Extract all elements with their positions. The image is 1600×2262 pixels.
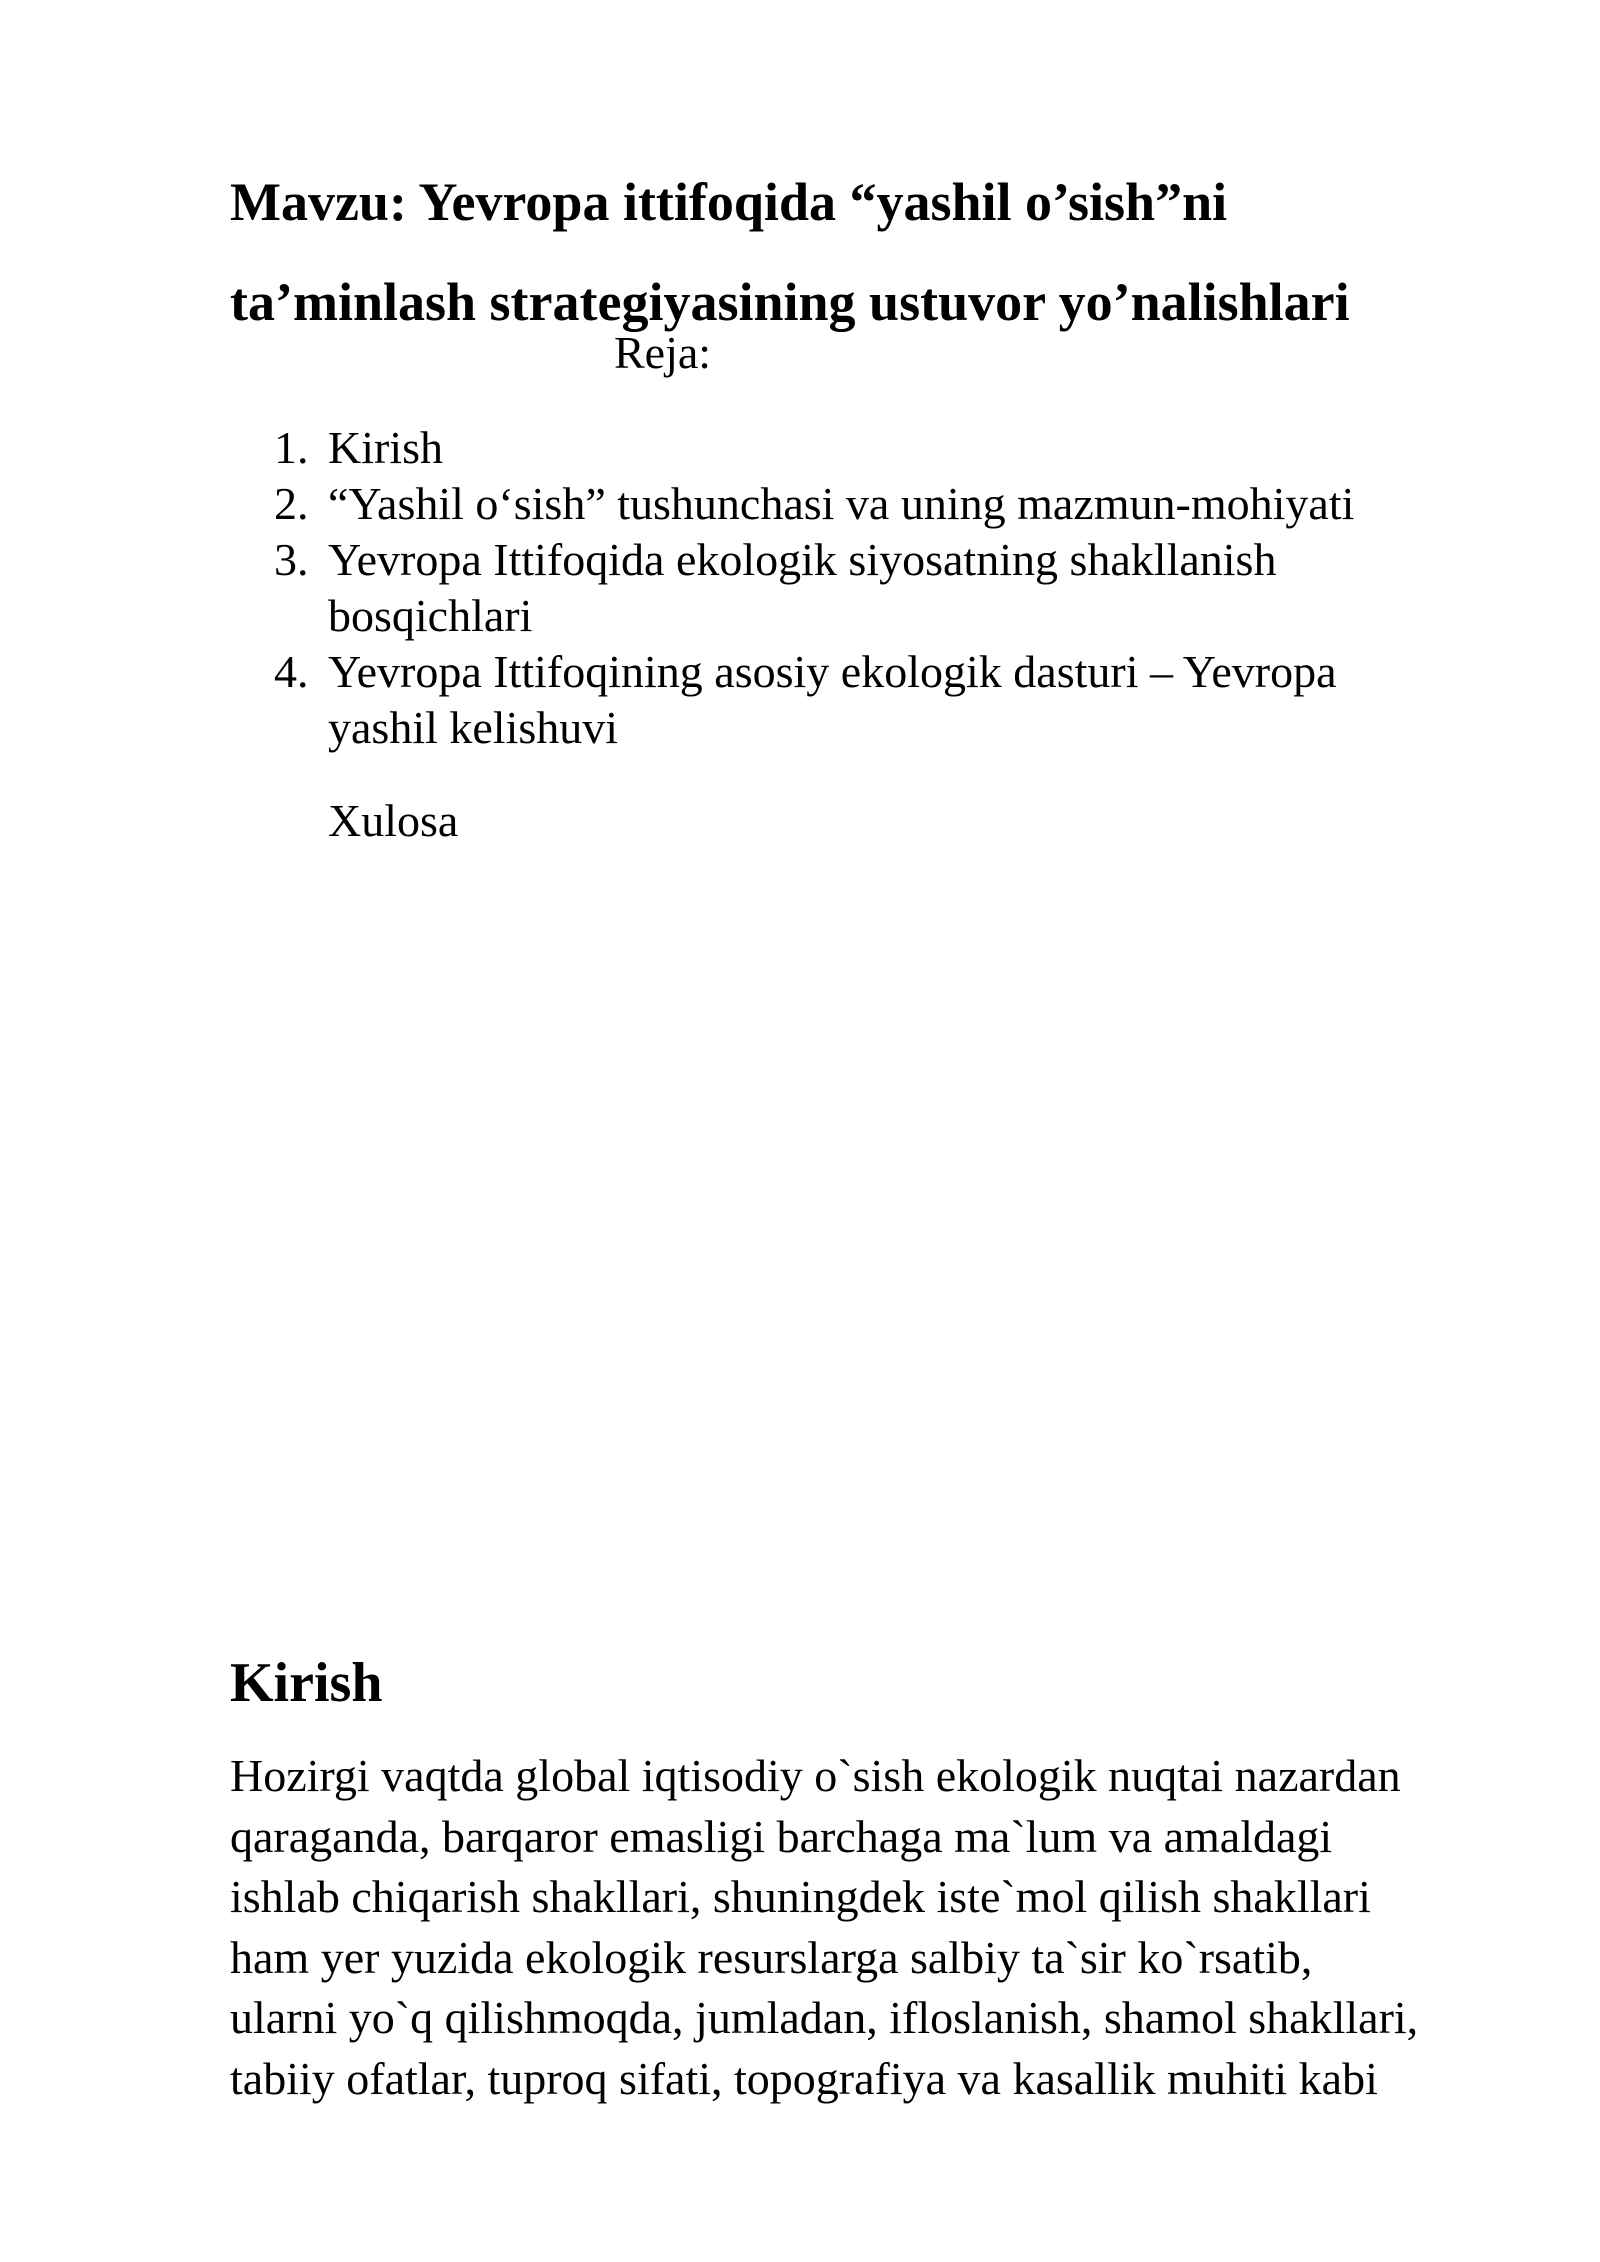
plan-item bbox=[230, 532, 1480, 644]
plan-item bbox=[230, 476, 1480, 532]
plan-item-text: yashil kelishuvi bbox=[328, 702, 619, 753]
plan-item-text: Kirish bbox=[328, 422, 443, 473]
plan-item-number: 2. bbox=[274, 478, 309, 529]
document-title bbox=[230, 152, 1530, 352]
plan-item bbox=[230, 644, 1480, 756]
plan-item-number: 3. bbox=[274, 534, 309, 585]
title-line: Mavzu: Yevropa ittifoqida “yashil o’sish”ni bbox=[230, 172, 1228, 232]
title-line: ta’minlash strategiyasining ustuvor yo’nalishlari bbox=[230, 272, 1350, 332]
paragraph-line: ishlab chiqarish shakllari, shuningdek iste`mol qilish shakllari bbox=[230, 1871, 1371, 1922]
plan-item-text: “Yashil o‘sish” tushunchasi va uning mazmun-mohiyati bbox=[328, 478, 1355, 529]
paragraph-line: ularni yo`q qilishmoqda, jumladan, ifloslanish, shamol shakllari, bbox=[230, 1992, 1419, 2043]
plan-item-text: Yevropa Ittifoqida ekologik siyosatning shakllanish bbox=[328, 534, 1277, 585]
plan-item-text: bosqichlari bbox=[328, 590, 533, 641]
paragraph-line: ham yer yuzida ekologik resurslarga salbiy ta`sir ko`rsatib, bbox=[230, 1931, 1313, 1983]
plan-item bbox=[230, 420, 1480, 476]
plan-item-number: 1. bbox=[274, 422, 309, 473]
conclusion-label: Xulosa bbox=[328, 795, 459, 846]
paragraph-line: qaraganda, barqaror emasligi barchaga ma`lum va amaldagi bbox=[230, 1810, 1333, 1862]
paragraph-line: Hozirgi vaqtda global iqtisodiy o`sish ekologik nuqtai nazardan bbox=[230, 1750, 1401, 1801]
section-heading: Kirish bbox=[230, 1652, 383, 1714]
plan-item-text: Yevropa Ittifoqining asosiy ekologik dasturi – Yevropa bbox=[328, 646, 1337, 697]
plan-item-number: 4. bbox=[274, 646, 309, 697]
intro-paragraph bbox=[230, 1746, 1550, 2109]
plan-heading: Reja: bbox=[614, 327, 712, 378]
paragraph-line: tabiiy ofatlar, tuproq sifati, topografiya va kasallik muhiti kabi bbox=[230, 2052, 1378, 2104]
plan-list bbox=[230, 420, 1480, 756]
